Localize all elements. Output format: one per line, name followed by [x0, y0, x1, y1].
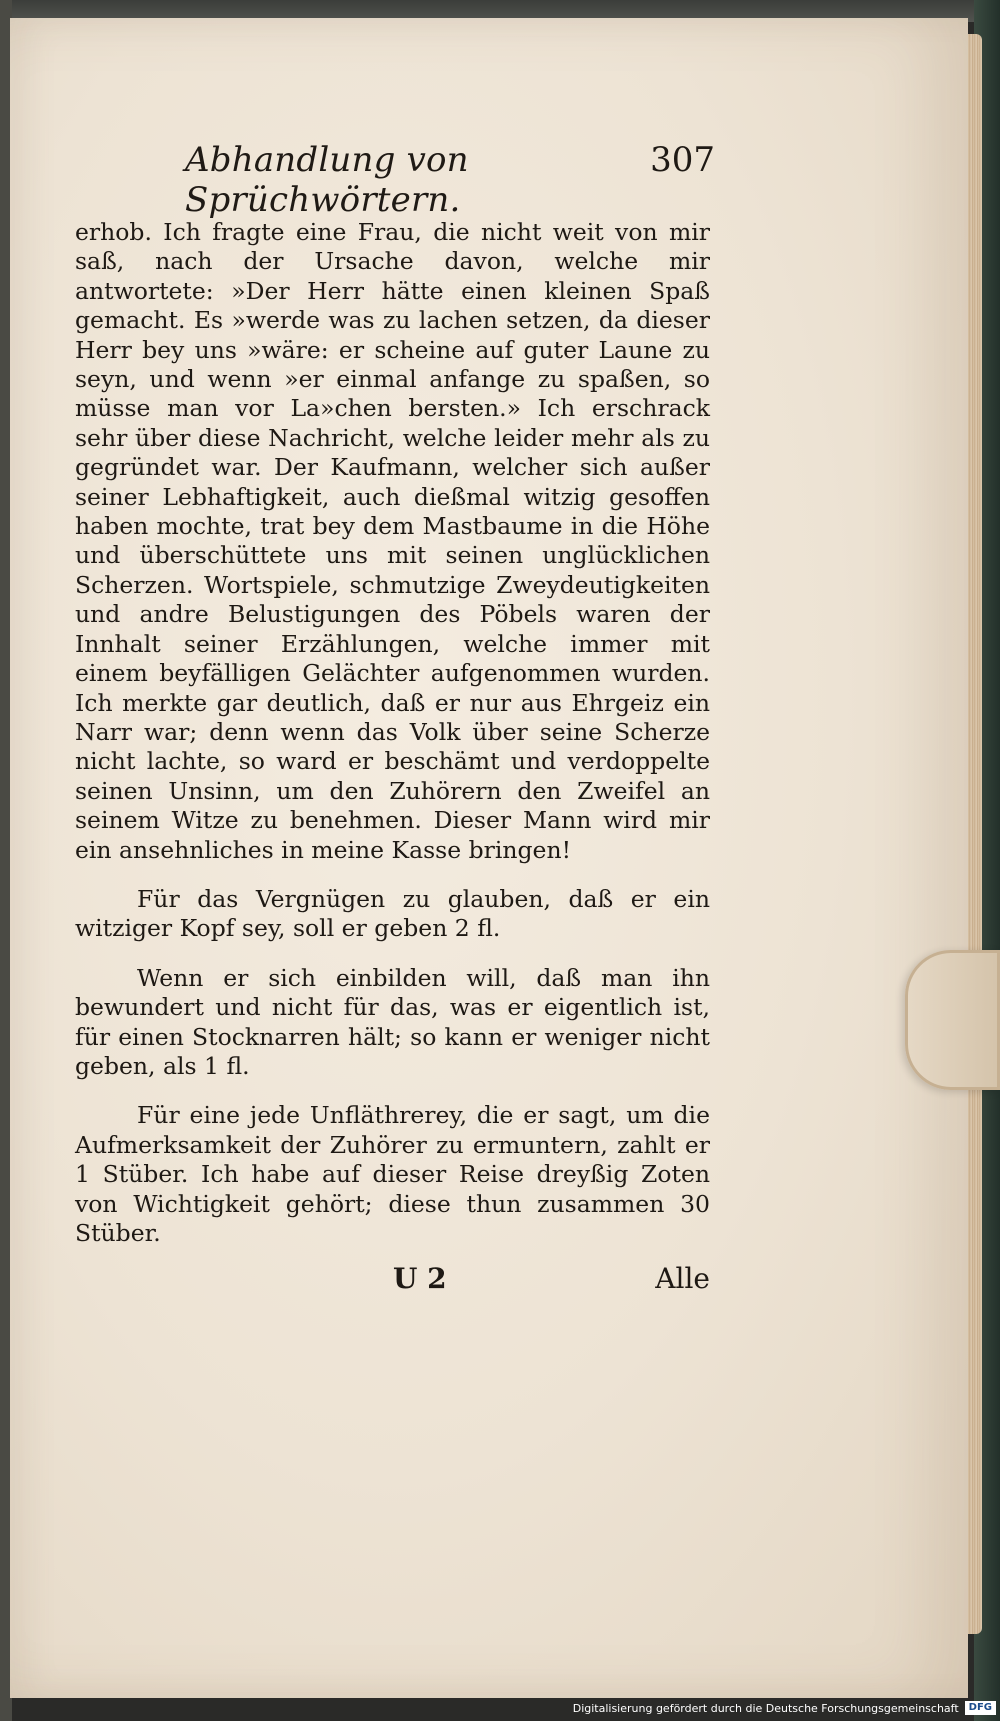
dfg-logo: DFG — [965, 1701, 996, 1715]
signature-mark: U 2 — [393, 1262, 447, 1295]
running-title: Abhandlung von Sprüchwörtern. — [185, 140, 469, 220]
body-text — [75, 218, 710, 1268]
page-header — [185, 140, 715, 220]
book-clasp — [905, 950, 1000, 1090]
paragraph-1: erhob. Ich fragte eine Frau, die nicht weit von mir saß, nach der Ursache davon, welche mir antwortete: »Der Herr hätte einen kleinen Spaß gemacht. Es »werde was zu lachen setzen, da dieser Herr bey uns »wäre: er scheine auf guter Laune zu seyn, und wenn »er einmal anfange zu spaßen, so müsse man vor La»chen bersten.» Ich erschrack sehr über diese Nachricht, welche leider mehr als zu gegründet war. Der Kaufmann, welcher sich außer seiner Lebhaftigkeit, auch dießmal witzig gesoffen haben mochte, trat bey dem Mastbaume in die Höhe und überschüttete uns mit seinen unglücklichen Scherzen. Wortspiele, schmutzige Zweydeutigkeiten und andre Belustigungen des Pöbels waren der Innhalt seiner Erzählungen, welche immer mit einem beyfälligen Gelächter aufgenommen wurden. Ich merkte gar deutlich, daß er nur aus Ehrgeiz ein Narr war; denn wenn das Volk über seine Scherze nicht lachte, so ward er beschämt und verdoppelte seinen Unsinn, um den Zuhörern den Zweifel an seinem Witze zu benehmen. Dieser Mann wird mir ein ansehnliches in meine Kasse bringen! — [75, 218, 710, 864]
credit-text: Digitalisierung gefördert durch die Deutsche Forschungsgemeinschaft — [572, 1701, 959, 1715]
page-number: 307 — [650, 140, 715, 180]
digitization-credit — [573, 1699, 996, 1717]
page-footer — [75, 1262, 710, 1302]
paragraph-4: Für eine jede Unfläthrerey, die er sagt, um die Aufmerksamkeit der Zuhörer zu ermuntern, zahlt er 1 Stüber. Ich habe auf dieser Reise dreyßig Zoten von Wichtigkeit gehört; diese thun zusammen 30 Stüber. — [75, 1101, 710, 1247]
paragraph-3: Wenn er sich einbilden will, daß man ihn bewundert und nicht für das, was er eigentlich ist, für einen Stocknarren hält; so kann er weniger nicht geben, als 1 fl. — [75, 963, 710, 1080]
paragraph-2: Für das Vergnügen zu glauben, daß er ein witziger Kopf sey, soll er geben 2 fl. — [75, 884, 710, 943]
catchword: Alle — [655, 1262, 710, 1295]
page-edges — [968, 34, 982, 1634]
